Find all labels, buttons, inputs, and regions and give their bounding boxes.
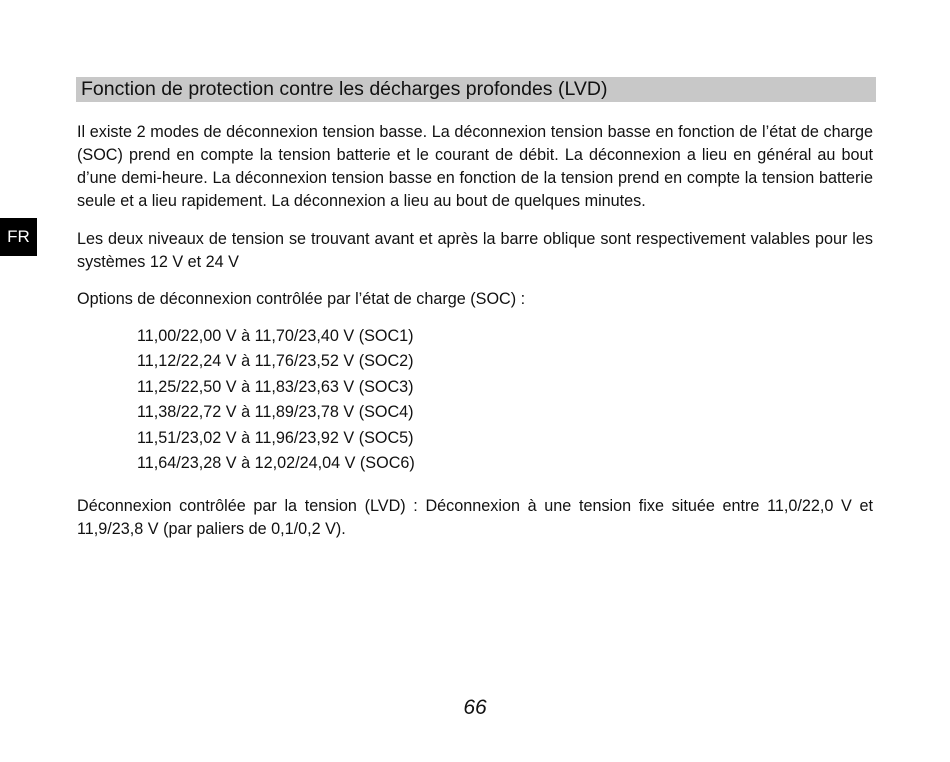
language-tab: FR [0,218,37,256]
soc-option-6: 11,64/23,28 V à 12,02/24,04 V (SOC6) [137,453,415,472]
soc-option-1: 11,00/22,00 V à 11,70/23,40 V (SOC1) [137,327,414,345]
page-number: 66 [463,696,487,719]
paragraph-lvd: Déconnexion contrôlée par la tension (LVD) : Déconnexion à une tension fixe située entre 11,0/22,0 V et 11,9/23,8 V (par paliers de 0,1/0,2 V). [77,497,873,539]
soc-option-2: 11,12/22,24 V à 11,76/23,52 V (SOC2) [137,352,414,371]
document-body [77,121,873,541]
soc-option-3: 11,25/22,50 V à 11,83/23,63 V (SOC3) [137,377,414,396]
paragraph-voltage-levels: Les deux niveaux de tension se trouvant avant et après la barre oblique sont respectivement valables pour les systèmes 12 V et 24 V [77,230,873,271]
section-title: Fonction de protection contre les décharges profondes (LVD) [76,77,876,102]
paragraph-soc-intro: Options de déconnexion contrôlée par l’état de charge (SOC) : [77,290,526,308]
soc-option-5: 11,51/23,02 V à 11,96/23,92 V (SOC5) [137,428,414,447]
paragraph-modes: Il existe 2 modes de déconnexion tension basse. La déconnexion tension basse en fonction de l’état de charge (SOC) prend en compte la tension batterie et le courant de débit. La déconnexion a lieu en général au bout d’une demi-heure. La déconnexion tension basse en fonction de la tension prend en compte la tension batterie seule et a lieu rapidement. La déconnexion a lieu au bout de quelques minutes. [77,123,873,210]
soc-option-4: 11,38/22,72 V à 11,89/23,78 V (SOC4) [137,403,414,422]
soc-options-list [77,324,873,476]
